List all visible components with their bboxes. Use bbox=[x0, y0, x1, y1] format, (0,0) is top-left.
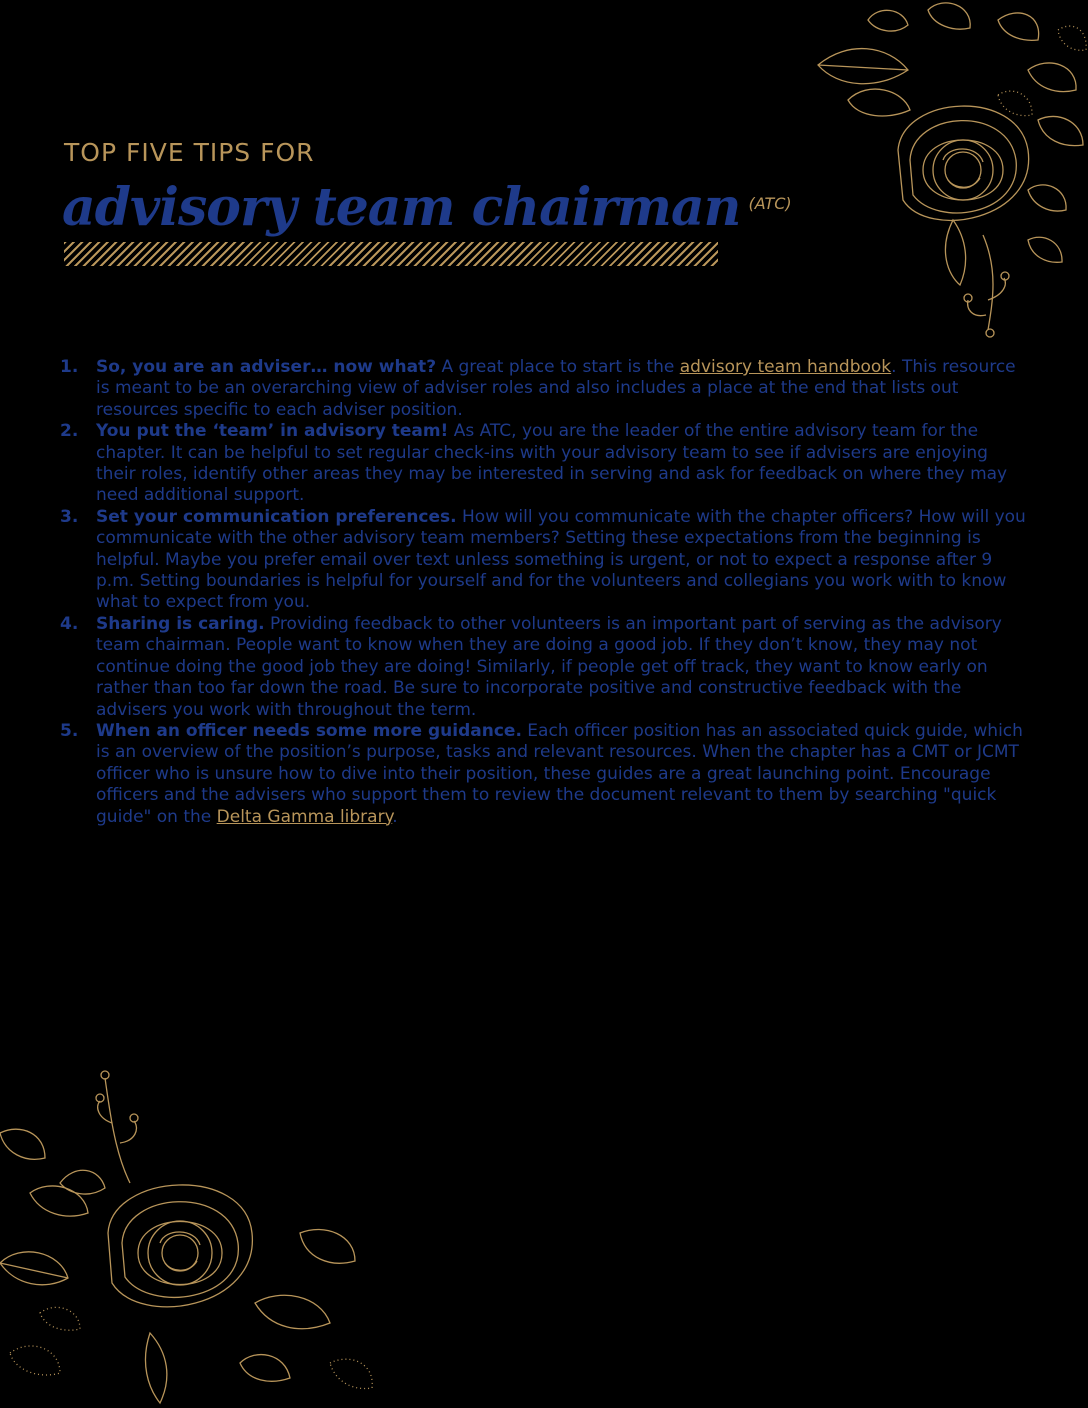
list-item-lead: Sharing is caring. bbox=[96, 613, 265, 634]
list-item-number: 1. bbox=[60, 357, 79, 377]
list-item-body bbox=[96, 614, 1026, 721]
advisory-team-handbook-link[interactable]: advisory team handbook bbox=[679, 357, 892, 377]
list-item-text: . bbox=[392, 806, 398, 827]
rose-icon bbox=[108, 1185, 252, 1307]
stem bbox=[105, 1078, 130, 1183]
dotted-leaf-icon bbox=[998, 26, 1086, 116]
list-item-text: Each officer position has an associated quick guide, which is an overview of the position’s purpose, tasks and relevant resources. When the chapter has a CMT or JCMT officer who is unsure how to dive into their position, these guides are a great launching point. Encourage officers and the advisers who support them to review the document relevant to them by searching "quick guide" on the bbox=[96, 720, 1023, 827]
list-item-text: A great place to start is the bbox=[436, 357, 680, 377]
list-item-text: . This resource is meant to be an overarching view of adviser roles and also includes a place at the end that lists out resources specific to each adviser position. bbox=[96, 357, 1016, 420]
list-item-text: Providing feedback to other volunteers is an important part of serving as the advisory team chairman. People want to know when they are doing a good job. If they don’t know, they may not continue doing the good job they are doing! Similarly, if people get off track, they want to know early on rather than too far down the road. Be sure to incorporate positive and constructive feedback with the advisers you work with throughout the term. bbox=[96, 613, 1002, 720]
list-item bbox=[60, 507, 1026, 614]
list-item-body bbox=[96, 507, 1026, 614]
list-item bbox=[60, 614, 1026, 721]
list-item bbox=[60, 357, 1026, 421]
list-item bbox=[60, 421, 1026, 507]
list-item-body bbox=[96, 721, 1026, 828]
list-item bbox=[60, 721, 1026, 828]
leaf-icon bbox=[818, 3, 1083, 285]
title-underline-hatch bbox=[64, 242, 718, 266]
list-item-text: As ATC, you are the leader of the entire advisory team for the chapter. It can be helpful to set regular check-ins with your advisory team to see if advisers are enjoying their roles, identify other areas they may be interested in serving and ask for feedback on where they may need additional support. bbox=[96, 421, 1008, 506]
dotted-leaf-icon bbox=[10, 1307, 372, 1388]
list-item-number: 5. bbox=[60, 720, 79, 741]
leaf-icon bbox=[0, 1129, 355, 1403]
page-kicker: TOP FIVE TIPS FOR bbox=[64, 138, 315, 167]
list-item-lead: Set your communication preferences. bbox=[96, 506, 457, 527]
floral-decoration-bottom-left bbox=[0, 1063, 390, 1408]
delta-gamma-library-link[interactable]: Delta Gamma library bbox=[216, 806, 393, 827]
rose-icon bbox=[898, 106, 1029, 220]
list-item-body bbox=[96, 357, 1026, 421]
page-title: advisory team chairman bbox=[62, 177, 741, 238]
tips-list bbox=[60, 357, 1026, 828]
list-item-text: How will you communicate with the chapter officers? How will you communicate with the other advisory team members? Setting these expectations from the beginning is helpful. Maybe you prefer email over text unless something is urgent, or not to expect a response after 9 p.m. Setting boundaries is helpful for yourself and for the volunteers and collegians you work with to know what to expect from you. bbox=[96, 506, 1026, 613]
list-item-number: 2. bbox=[60, 421, 79, 442]
page-title-row bbox=[62, 173, 792, 243]
list-item-number: 3. bbox=[60, 506, 79, 527]
list-item-lead: When an officer needs some more guidance. bbox=[96, 720, 522, 741]
list-item-lead: So, you are an adviser… now what? bbox=[96, 357, 437, 377]
title-abbreviation: (ATC) bbox=[748, 194, 792, 213]
list-item-body bbox=[96, 421, 1026, 507]
list-item-number: 4. bbox=[60, 613, 79, 634]
list-item-lead: You put the ‘team’ in advisory team! bbox=[96, 421, 449, 442]
